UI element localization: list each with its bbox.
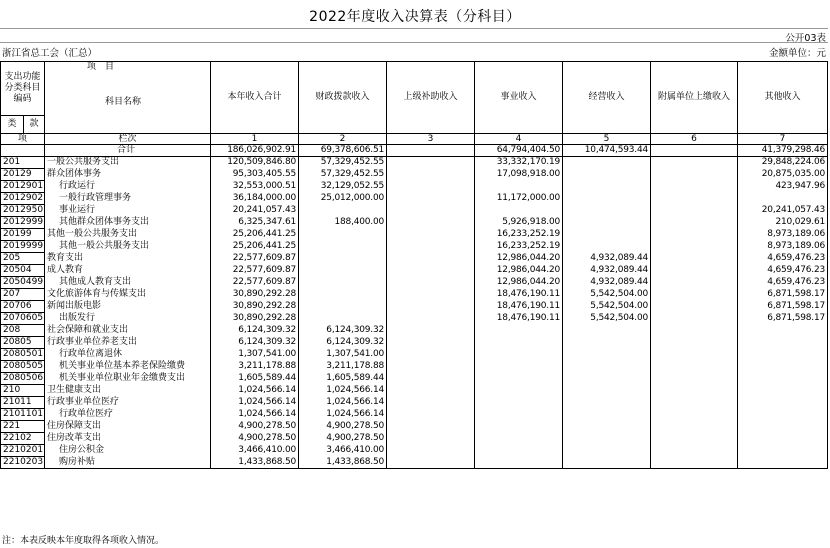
amount-cell [738,360,828,372]
amount-cell [651,228,738,240]
table-row [1,324,828,336]
column-index-label: 栏次 [45,133,211,144]
amount-cell: 120,509,846.80 [211,156,299,168]
amount-cell: 186,026,902.91 [211,144,299,156]
subject-name-cell: 社会保障和就业支出 [45,324,211,336]
amount-cell [475,396,563,408]
page-title: 2022年度收入决算表（分科目） [309,9,521,25]
amount-cell: 25,206,441.25 [211,228,299,240]
amount-cell [738,396,828,408]
amount-cell: 1,605,589.44 [299,372,387,384]
amount-cell: 210,029.61 [738,216,828,228]
amount-cell [651,360,738,372]
column-index: 1 [211,133,299,144]
amount-cell [387,264,475,276]
subject-code-cell: 207 [1,288,45,300]
amount-cell [299,264,387,276]
amount-cell: 1,024,566.14 [211,396,299,408]
amount-cell [475,444,563,456]
amount-cell [563,372,651,384]
amount-cell: 4,900,278.50 [211,420,299,432]
amount-cell: 1,024,566.14 [299,396,387,408]
amount-cell: 4,900,278.50 [299,432,387,444]
amount-cell: 8,973,189.06 [738,240,828,252]
amount-cell: 12,986,044.20 [475,252,563,264]
amount-cell: 4,932,089.44 [563,264,651,276]
operating-header: 经营收入 [563,62,651,134]
amount-cell [387,204,475,216]
category-header: 类 [1,115,24,133]
amount-cell: 16,233,252.19 [475,228,563,240]
amount-cell: 1,024,566.14 [211,384,299,396]
title-rule [0,28,828,29]
amount-cell: 30,890,292.28 [211,300,299,312]
amount-cell: 30,890,292.28 [211,288,299,300]
amount-cell: 4,900,278.50 [299,420,387,432]
amount-cell [387,372,475,384]
amount-cell: 5,542,504.00 [563,288,651,300]
amount-cell [299,288,387,300]
amount-cell [738,324,828,336]
amount-cell [475,180,563,192]
amount-cell [387,384,475,396]
subject-code-cell: 22102 [1,432,45,444]
other-header: 其他收入 [738,62,828,134]
amount-cell [738,348,828,360]
amount-cell [475,420,563,432]
subject-code-cell: 201 [1,156,45,168]
amount-cell [475,372,563,384]
amount-cell [651,384,738,396]
amount-cell [563,216,651,228]
amount-cell: 4,659,476.23 [738,276,828,288]
subject-code-cell: 208 [1,324,45,336]
subject-code-cell: 210 [1,384,45,396]
subject-name-cell: 新闻出版电影 [45,300,211,312]
table-row [1,168,828,180]
amount-cell: 12,986,044.20 [475,264,563,276]
table-row [1,240,828,252]
subject-code-cell: 2012950 [1,204,45,216]
amount-cell [387,336,475,348]
amount-cell: 1,024,566.14 [211,408,299,420]
subject-name-cell: 行政事业单位医疗 [45,396,211,408]
subject-code-cell: 2050499 [1,276,45,288]
amount-cell [651,444,738,456]
subject-name-cell: 机关事业单位职业年金缴费支出 [45,372,211,384]
column-index: 3 [387,133,475,144]
amount-cell: 12,986,044.20 [475,276,563,288]
amount-cell: 6,871,598.17 [738,300,828,312]
subject-name-cell: 住房改革支出 [45,432,211,444]
amount-cell [651,324,738,336]
amount-cell [387,156,475,168]
subject-code-cell [1,144,45,156]
amount-cell: 18,476,190.11 [475,312,563,324]
amount-cell: 6,871,598.17 [738,288,828,300]
amount-cell [738,384,828,396]
amount-cell [651,312,738,324]
amount-cell [563,348,651,360]
subject-code-cell: 20805 [1,336,45,348]
amount-cell: 4,932,089.44 [563,276,651,288]
amount-cell: 41,379,298.46 [738,144,828,156]
amount-cell [563,324,651,336]
form-code: 公开03表 [785,33,826,44]
amount-cell: 33,332,170.19 [475,156,563,168]
amount-cell: 16,233,252.19 [475,240,563,252]
amount-cell: 25,012,000.00 [299,192,387,204]
column-index: 7 [738,133,828,144]
amount-cell [299,228,387,240]
amount-cell [299,312,387,324]
amount-cell: 17,098,918.00 [475,168,563,180]
amount-cell: 4,659,476.23 [738,264,828,276]
amount-cell: 1,605,589.44 [211,372,299,384]
amount-cell [475,456,563,468]
amount-cell: 3,211,178.88 [211,360,299,372]
amount-cell [387,288,475,300]
subject-code-cell: 2080506 [1,372,45,384]
amount-cell [563,408,651,420]
amount-cell [738,372,828,384]
table-row [1,348,828,360]
amount-cell: 3,466,410.00 [299,444,387,456]
amount-cell [475,336,563,348]
subject-name-cell: 一般行政管理事务 [45,192,211,204]
amount-cell: 18,476,190.11 [475,300,563,312]
amount-cell: 1,433,868.50 [299,456,387,468]
amount-cell [563,384,651,396]
subject-code-cell: 2101101 [1,408,45,420]
amount-cell [387,348,475,360]
amount-cell: 22,577,609.87 [211,264,299,276]
amount-cell [651,240,738,252]
amount-cell: 1,307,541.00 [211,348,299,360]
amount-cell: 6,325,347.61 [211,216,299,228]
amount-cell [563,336,651,348]
subject-code-cell: 2012999 [1,216,45,228]
amount-cell: 64,794,404.50 [475,144,563,156]
amount-cell [651,432,738,444]
subject-code-cell: 221 [1,420,45,432]
amount-cell [738,408,828,420]
amount-cell: 25,206,441.25 [211,240,299,252]
amount-cell: 6,871,598.17 [738,312,828,324]
amount-cell: 30,890,292.28 [211,312,299,324]
amount-cell [387,444,475,456]
amount-cell [563,228,651,240]
amount-cell [563,168,651,180]
amount-cell [387,228,475,240]
amount-cell [563,240,651,252]
amount-cell: 20,241,057.43 [211,204,299,216]
subject-name-cell: 其他一般公共服务支出 [45,240,211,252]
amount-cell [387,216,475,228]
amount-cell [563,180,651,192]
unit-name: 浙江省总工会（汇总） [2,48,98,59]
amount-cell: 57,329,452.55 [299,156,387,168]
table-row [1,312,828,324]
amount-cell [387,432,475,444]
amount-cell [387,324,475,336]
amount-cell [387,300,475,312]
amount-cell: 95,303,405.55 [211,168,299,180]
subject-code-cell: 2012902 [1,192,45,204]
table-row [1,204,828,216]
subject-name-cell: 群众团体事务 [45,168,211,180]
amount-cell [387,192,475,204]
amount-cell: 1,433,868.50 [211,456,299,468]
column-index: 2 [299,133,387,144]
table-row [1,180,828,192]
table-row [1,396,828,408]
amount-cell [651,300,738,312]
amount-cell [563,444,651,456]
amount-cell: 3,211,178.88 [299,360,387,372]
amount-cell: 36,184,000.00 [211,192,299,204]
amount-cell: 69,378,606.51 [299,144,387,156]
amount-cell [563,396,651,408]
table-row [1,252,828,264]
amount-cell [651,144,738,156]
amount-cell [651,252,738,264]
amount-cell [563,156,651,168]
amount-cell [299,252,387,264]
amount-cell [299,240,387,252]
amount-cell: 1,024,566.14 [299,408,387,420]
amount-cell [563,192,651,204]
subject-name-cell: 行政单位离退休 [45,348,211,360]
amount-cell: 20,241,057.43 [738,204,828,216]
amount-cell: 6,124,309.32 [299,336,387,348]
subject-name-cell: 其他一般公共服务支出 [45,228,211,240]
subject-name-header: 科目名称 [45,72,211,133]
table-row [1,144,828,156]
amount-cell: 11,172,000.00 [475,192,563,204]
amount-cell [387,312,475,324]
amount-cell: 32,129,052.55 [299,180,387,192]
amount-cell [563,360,651,372]
meta-rule [0,42,828,43]
amount-cell [475,324,563,336]
amount-cell [475,408,563,420]
amount-cell [299,204,387,216]
amount-cell [738,420,828,432]
table-row [1,432,828,444]
amount-cell: 8,973,189.06 [738,228,828,240]
amount-cell: 22,577,609.87 [211,276,299,288]
amount-cell [475,204,563,216]
amount-cell: 18,476,190.11 [475,288,563,300]
amount-cell: 423,947.96 [738,180,828,192]
amount-cell: 4,932,089.44 [563,252,651,264]
amount-cell [651,192,738,204]
subject-name-cell: 购房补贴 [45,456,211,468]
amount-cell [475,432,563,444]
currency-unit: 金额单位：元 [768,48,826,59]
fiscal-header: 财政拨款收入 [299,62,387,134]
table-row [1,456,828,468]
kuan-header: 款 [24,115,45,133]
subject-code-cell: 20706 [1,300,45,312]
subject-name-cell: 文化旅游体育与传媒支出 [45,288,211,300]
subject-code-cell: 2210201 [1,444,45,456]
amount-cell [387,360,475,372]
subject-code-cell: 20504 [1,264,45,276]
amount-cell [387,168,475,180]
amount-cell: 1,024,566.14 [299,384,387,396]
subject-name-cell: 事业运行 [45,204,211,216]
column-index: 6 [651,133,738,144]
column-index: 5 [563,133,651,144]
amount-cell: 20,875,035.00 [738,168,828,180]
function-class-header: 支出功能分类科目编码 [1,62,45,116]
xiang-header: 项 [1,133,45,144]
amount-cell [299,300,387,312]
subject-code-cell: 205 [1,252,45,264]
amount-cell: 4,659,476.23 [738,252,828,264]
amount-cell [651,288,738,300]
amount-cell [651,204,738,216]
table-row [1,216,828,228]
amount-cell [387,396,475,408]
table-row [1,288,828,300]
subject-name-cell: 一般公共服务支出 [45,156,211,168]
subject-code-cell: 2080501 [1,348,45,360]
subject-code-cell: 2012901 [1,180,45,192]
subject-name-cell: 合计 [45,144,211,156]
amount-cell: 29,848,224.06 [738,156,828,168]
amount-cell [387,276,475,288]
amount-cell [387,180,475,192]
amount-cell: 10,474,593.44 [563,144,651,156]
amount-cell: 6,124,309.32 [211,324,299,336]
amount-cell [651,336,738,348]
superior-header: 上级补助收入 [387,62,475,134]
table-row [1,228,828,240]
amount-cell [738,192,828,204]
amount-cell [563,204,651,216]
amount-cell: 32,553,000.51 [211,180,299,192]
table-row [1,264,828,276]
amount-cell [651,420,738,432]
amount-cell [387,408,475,420]
amount-cell [387,456,475,468]
table-row [1,372,828,384]
subject-name-cell: 卫生健康支出 [45,384,211,396]
subject-name-cell: 行政运行 [45,180,211,192]
amount-cell: 6,124,309.32 [299,324,387,336]
amount-cell [651,372,738,384]
subject-code-cell: 20199 [1,228,45,240]
amount-cell: 4,900,278.50 [211,432,299,444]
affiliated-header: 附属单位上缴收入 [651,62,738,134]
amount-cell [563,456,651,468]
subject-name-cell: 行政事业单位养老支出 [45,336,211,348]
subject-name-cell: 住房保障支出 [45,420,211,432]
amount-cell [387,420,475,432]
amount-cell [563,420,651,432]
table-row [1,444,828,456]
amount-cell [651,216,738,228]
subject-name-cell: 教育支出 [45,252,211,264]
income-table [0,61,828,469]
amount-cell: 5,542,504.00 [563,312,651,324]
subject-name-cell: 其他群众团体事务支出 [45,216,211,228]
footnote: 注：本表反映本年度取得各项收入情况。 [2,536,165,546]
amount-cell: 1,307,541.00 [299,348,387,360]
amount-cell [738,336,828,348]
amount-cell [651,456,738,468]
subject-name-cell: 出版发行 [45,312,211,324]
amount-cell [651,180,738,192]
amount-cell: 22,577,609.87 [211,252,299,264]
amount-cell [651,264,738,276]
subject-name-cell: 其他成人教育支出 [45,276,211,288]
subject-code-cell: 20129 [1,168,45,180]
amount-cell: 188,400.00 [299,216,387,228]
subject-code-cell: 2070605 [1,312,45,324]
table-row [1,336,828,348]
table-row [1,360,828,372]
subject-code-cell: 21011 [1,396,45,408]
amount-cell: 3,466,410.00 [211,444,299,456]
subject-name-cell: 成人教育 [45,264,211,276]
amount-cell [563,432,651,444]
amount-cell [475,360,563,372]
amount-cell [475,384,563,396]
amount-cell [651,348,738,360]
business-header: 事业收入 [475,62,563,134]
amount-cell: 5,542,504.00 [563,300,651,312]
amount-cell [651,396,738,408]
table-row [1,300,828,312]
total-header: 本年收入合计 [211,62,299,134]
amount-cell [299,276,387,288]
amount-cell [651,408,738,420]
amount-cell: 57,329,452.55 [299,168,387,180]
amount-cell [651,168,738,180]
amount-cell [387,240,475,252]
amount-cell: 5,926,918.00 [475,216,563,228]
amount-cell: 6,124,309.32 [211,336,299,348]
amount-cell [387,144,475,156]
item-header: 项 目 [45,62,211,73]
amount-cell [651,156,738,168]
amount-cell [738,456,828,468]
amount-cell [738,432,828,444]
amount-cell [475,348,563,360]
subject-name-cell: 行政单位医疗 [45,408,211,420]
subject-code-cell: 2019999 [1,240,45,252]
subject-code-cell: 2080505 [1,360,45,372]
amount-cell [651,276,738,288]
table-row [1,420,828,432]
table-row [1,408,828,420]
amount-cell [387,252,475,264]
table-row [1,384,828,396]
table-row [1,156,828,168]
amount-cell [738,444,828,456]
table-row [1,192,828,204]
subject-name-cell: 住房公积金 [45,444,211,456]
column-index: 4 [475,133,563,144]
table-row [1,276,828,288]
subject-name-cell: 机关事业单位基本养老保险缴费 [45,360,211,372]
subject-code-cell: 2210203 [1,456,45,468]
